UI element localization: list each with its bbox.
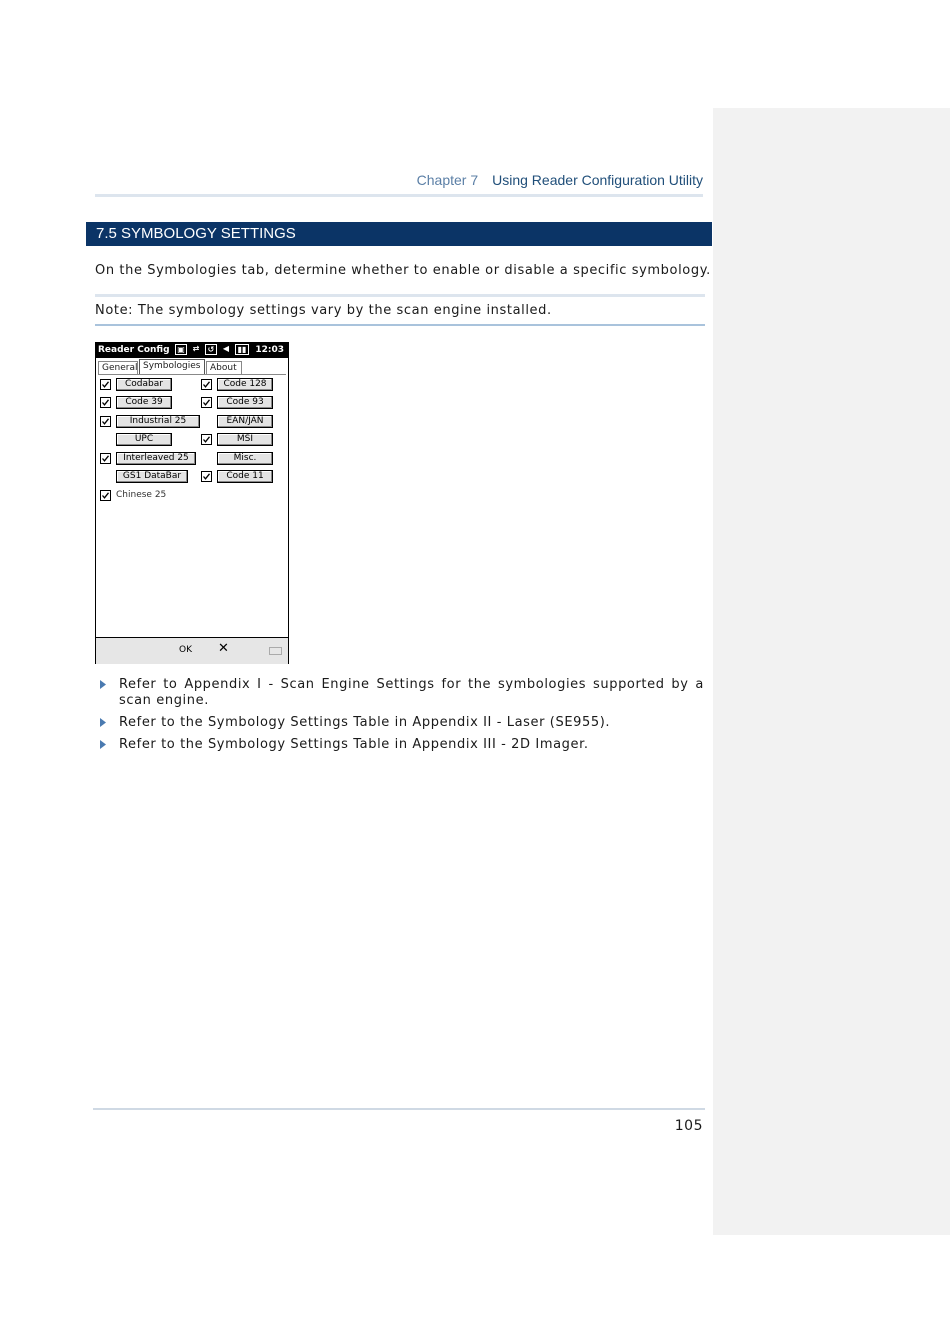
note-rule-bottom — [95, 324, 705, 326]
running-header — [95, 172, 703, 188]
reference-list — [100, 677, 704, 759]
device-screenshot — [95, 342, 289, 664]
device-clock: 12:03 — [255, 345, 284, 355]
industrial-25-button[interactable]: Industrial 25 — [116, 415, 200, 428]
code-39-button[interactable]: Code 39 — [116, 396, 172, 409]
bullet-arrow-icon — [100, 718, 106, 727]
msi-checkbox[interactable] — [201, 434, 212, 445]
list-item — [100, 715, 704, 731]
list-item-text: Refer to the Symbology Settings Table in Appendix III - 2D Imager. — [119, 737, 589, 752]
ok-button[interactable]: OK — [179, 645, 192, 655]
device-status-icons — [175, 344, 249, 357]
msi-button[interactable]: MSI — [217, 433, 273, 446]
chinese-25-checkbox[interactable] — [100, 490, 111, 501]
code-128-button[interactable]: Code 128 — [217, 378, 273, 391]
tray-icon[interactable]: ▣ — [175, 344, 187, 355]
code-11-button[interactable]: Code 11 — [217, 470, 273, 483]
device-title-bar — [96, 343, 288, 358]
list-item — [100, 737, 704, 753]
code-11-checkbox[interactable] — [201, 471, 212, 482]
industrial-25-checkbox[interactable] — [100, 416, 111, 427]
code-39-checkbox[interactable] — [100, 397, 111, 408]
battery-icon[interactable]: ▮▮ — [235, 344, 249, 355]
tab-symbologies[interactable]: Symbologies — [139, 359, 205, 374]
tab-underline — [98, 374, 286, 375]
upc-button[interactable]: UPC — [116, 433, 172, 446]
misc-button[interactable]: Misc. — [217, 452, 273, 465]
speaker-icon[interactable]: ◀ — [222, 344, 230, 353]
ean-jan-button[interactable]: EAN/JAN — [217, 415, 273, 428]
sync-icon[interactable]: ⇄ — [192, 344, 200, 353]
list-item — [100, 677, 704, 709]
chapter-label: Chapter 7 — [416, 172, 479, 188]
tab-about[interactable]: About — [206, 361, 242, 374]
bullet-arrow-icon — [100, 680, 106, 689]
gs1-databar-button[interactable]: GS1 DataBar — [116, 470, 188, 483]
device-app-title: Reader Config — [98, 345, 170, 355]
side-margin-panel — [713, 108, 950, 1235]
code-93-button[interactable]: Code 93 — [217, 396, 273, 409]
note-text: Note: The symbology settings vary by the scan engine installed. — [95, 303, 552, 318]
header-rule — [95, 194, 703, 197]
tab-general[interactable]: General — [98, 361, 138, 374]
list-item-text: Refer to the Symbology Settings Table in Appendix II - Laser (SE955). — [119, 715, 611, 730]
keyboard-icon[interactable] — [269, 647, 282, 655]
code-93-checkbox[interactable] — [201, 397, 212, 408]
connection-icon[interactable]: ↺ — [205, 344, 217, 355]
page-number: 105 — [674, 1118, 703, 1134]
chapter-title: Using Reader Configuration Utility — [492, 172, 703, 188]
section-heading: 7.5 SYMBOLOGY SETTINGS — [86, 222, 712, 246]
close-icon[interactable]: ✕ — [218, 641, 229, 656]
chinese-25-label: Chinese 25 — [116, 490, 167, 500]
bullet-arrow-icon — [100, 740, 106, 749]
intro-paragraph: On the Symbologies tab, determine whether to enable or disable a specific symbology. — [95, 263, 711, 278]
note-rule-top — [95, 294, 705, 297]
codabar-button[interactable]: Codabar — [116, 378, 172, 391]
device-command-bar — [96, 637, 288, 664]
interleaved-25-button[interactable]: Interleaved 25 — [116, 452, 196, 465]
codabar-checkbox[interactable] — [100, 379, 111, 390]
footer-rule — [93, 1108, 705, 1110]
interleaved-25-checkbox[interactable] — [100, 453, 111, 464]
list-item-text: Refer to Appendix I - Scan Engine Settings for the symbologies supported by a scan engine. — [119, 677, 704, 708]
code-128-checkbox[interactable] — [201, 379, 212, 390]
